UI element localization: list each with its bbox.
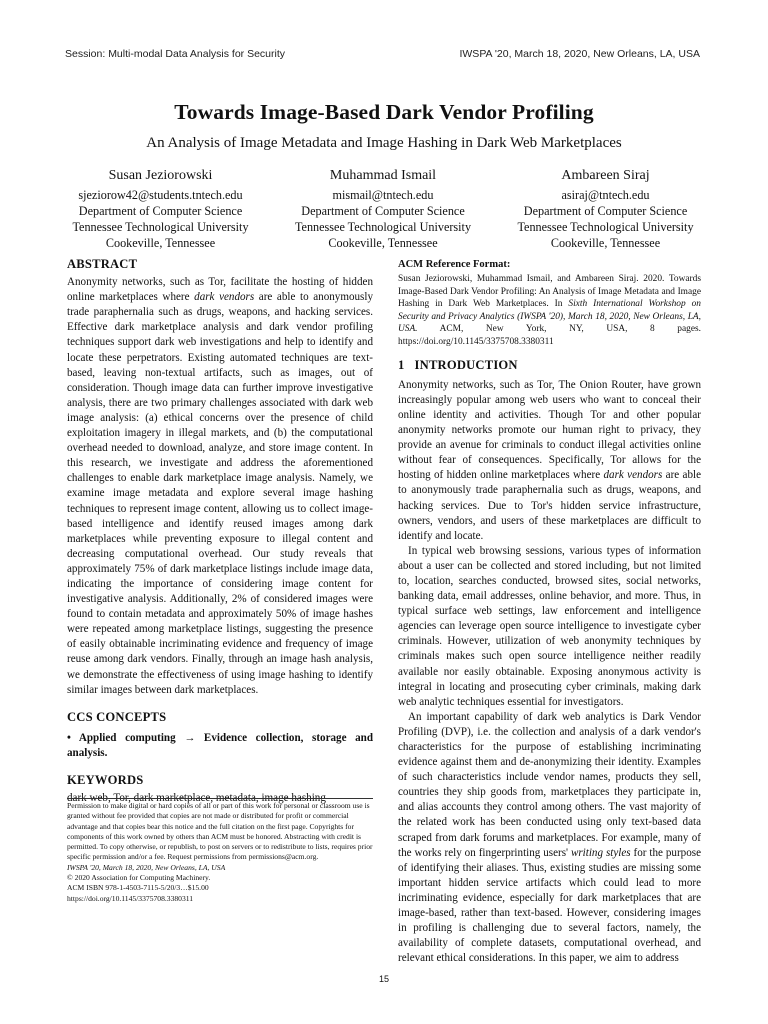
author-name: Susan Jeziorowski — [108, 168, 213, 183]
abstract-text — [67, 275, 373, 698]
author-email: mismail@tntech.edu — [332, 188, 434, 202]
intro-emphasis: writing styles — [570, 846, 631, 859]
author-university: Tennessee Technological University — [72, 220, 249, 234]
right-column — [398, 257, 701, 966]
reference-format-text — [398, 273, 701, 349]
left-column — [67, 257, 373, 806]
author-city: Cookeville, Tennessee — [328, 236, 438, 250]
intro-paragraph-1 — [398, 378, 701, 544]
reference-emphasis: Sixth International Workshop on Security and Privacy Analytics (IWSPA '20), March 18, 2020, New Orleans, LA, USA. — [398, 299, 701, 335]
reference-text-part: ACM, New York, NY, USA, 8 pages. https://doi.org/10.1145/3375708.3380311 — [398, 324, 701, 348]
doi-line: https://doi.org/10.1145/3375708.3380311 — [67, 893, 194, 903]
isbn-line: ACM ISBN 978-1-4503-7115-5/20/3…$15.00 — [67, 883, 209, 893]
author-name: Muhammad Ismail — [329, 168, 437, 183]
ccs-concepts: • Applied computing → Evidence collection, storage and analysis. — [67, 731, 373, 759]
abstract-text-part: are able to anonymously trade paraphernalia such as drugs, weapons, and hacking services. Effective dark marketplace analysis and dark vendor profiling techniques support dark web investigations and help to identify and locate these perpetrators. Existing automated techniques are text-based, leaving non-textual artifacts, such as images, out of consideration. Though image data can further improve investigative analysis, there are two primary challenges associated with dark web image analysis: (a) ethical concerns over the presence of child exploitation imagery in illegal markets, and (b) the computational overhead needed to download, analyze, and store image content. In this research, we investigate and address the aforementioned challenges to enable dark marketplace image analysis. Namely, we examine image metadata and explore several image hashing techniques to represent image content, allowing us to collect image-based intelligence and identify reused images among dark marketplaces while preventing exposure to illegal content and decreasing computational overhead. Our study reveals that approximately 75% of dark marketplace listings include image data, indicating the importance of considering image content for investigative analysis. Additionally, 2% of considered images were found to contain metadata and approximately 50% of image hashes were repeated among marketplace listings, suggesting the presence of easily obtainable incriminating evidence and frequency of image reuse among dark vendors. Finally, through an image hash analysis, we demonstrate the effectiveness of using image hashing to identify similar images between dark marketplaces. — [67, 291, 374, 696]
intro-emphasis: dark vendors — [603, 469, 663, 482]
paper-title: Towards Image-Based Dark Vendor Profiling — [174, 100, 594, 124]
keywords-text: dark web, Tor, dark marketplace, metadata, image hashing — [67, 792, 326, 805]
author-university: Tennessee Technological University — [517, 220, 694, 234]
copyright-line: © 2020 Association for Computing Machinery. — [67, 873, 211, 883]
author-department: Department of Computer Science — [301, 204, 465, 218]
page-number: 15 — [378, 974, 389, 984]
author-block — [58, 168, 708, 251]
venue-line: IWSPA '20, March 18, 2020, New Orleans, LA, USA — [67, 862, 226, 872]
copyright-footnote — [67, 798, 373, 904]
author-department: Department of Computer Science — [523, 204, 688, 218]
author-city: Cookeville, Tennessee — [105, 236, 216, 250]
author-city: Cookeville, Tennessee — [550, 236, 661, 250]
author-department: Department of Computer Science — [78, 204, 243, 218]
reference-text-part: Susan Jeziorowski, Muhammad Ismail, and Ambareen Siraj. 2020. Towards Image-Based Dark Vendor Profiling: An Analysis of Image Metadata and Image Hashing in Dark Web Marketplaces. In — [398, 274, 701, 310]
permission-notice: Permission to make digital or hard copies of all or part of this work for personal or classroom use is granted without fee provided that copies are not made or distributed for profit or commercial advantage and that copies bear this notice and the full citation on the first page. Copyrights for components of this work owned by others than ACM must be honored. Abstracting with credit is permitted. To copy otherwise, or republish, to post on servers or to redistribute to lists, requires prior specific permission and/or a fee. Request permissions from permissions@acm.org. — [67, 801, 373, 862]
running-header-right: IWSPA '20, March 18, 2020, New Orleans, LA, USA — [459, 48, 700, 60]
intro-text-part: An important capability of dark web analytics is Dark Vendor Profiling (DVP), i.e. the collection and analysis of a dark vendor's characteristics for the purpose of establishing incriminating evidence against them and de-anonymizing their identity. Examples of such characteristics include vendor names, products they sell, countries they ship goods from, marketplaces they participate in, and alias accounts they control among others. The vast majority of the related work has been conducted using only text-based data scraped from dark forums and marketplaces. For example, many of the works rely on fingerprinting users' — [398, 710, 701, 859]
author-university: Tennessee Technological University — [294, 220, 472, 234]
abstract-text-part: Anonymity networks, such as Tor, facilitate the hosting of hidden online marketplaces where — [67, 276, 373, 304]
intro-text-part: Anonymity networks, such as Tor, The Onion Router, have grown increasingly popular among web users who want to conceal their online identity and activities. Though Tor and other popular anonymity networks promote our human right to privacy, they provide an avenue for criminals to conduct illegal activities online without fear of consequences. Specifically, Tor allows for the hosting of hidden online marketplaces where — [398, 378, 701, 482]
author-email: sjeziorow42@students.tntech.edu — [78, 188, 243, 202]
author-1 — [58, 168, 263, 251]
paper-subtitle: An Analysis of Image Metadata and Image Hashing in Dark Web Marketplaces — [146, 135, 622, 151]
keywords-heading: KEYWORDS — [67, 773, 144, 787]
intro-paragraph-3 — [398, 710, 701, 967]
author-email: asiraj@tntech.edu — [561, 188, 650, 202]
intro-paragraph-2: In typical web browsing sessions, various types of information about a user can be collected and stored including, but not limited to, location, searches conducted, browsed sites, social networks, banking data, email addresses, online behavior, and more. Thus, in typical surface web settings, law enforcement and intelligence agencies can leverage open source intelligence to investigate cyber criminals. However, utilization of web anonymity techniques by criminals makes such open source intelligence neither readily available nor easily obtainable. Exposing anonymous activity is integral in locating and prosecuting cyber criminals, making dark web analytic techniques essential for investigators. — [398, 544, 701, 708]
abstract-heading: ABSTRACT — [67, 257, 138, 271]
author-name: Ambareen Siraj — [561, 168, 650, 183]
intro-text-part: for the purpose of identifying their aliases. Thus, existing studies are missing some important hidden service artifacts which could lead to more incriminating evidence, especially for dark marketplaces that are image-based, rather than text-based. However, considering images in profiling is challenging due to several factors, namely, the availability of complete datasets, computational overhead, and relevant ethical considerations. In this paper, we aim to address — [398, 846, 701, 965]
abstract-emphasis: dark vendors — [194, 291, 255, 304]
intro-text-part: are able to anonymously trade paraphernalia such as drugs, weapons, and hacking services. Due to Tor's hidden service infrastructure, owners, vendors, and users of these marketplaces are difficult to identify and locate. — [398, 469, 702, 542]
author-3 — [503, 168, 708, 251]
running-header-left: Session: Multi-modal Data Analysis for Security — [65, 48, 286, 60]
introduction-heading: 1 INTRODUCTION — [398, 357, 518, 372]
reference-format-heading: ACM Reference Format: — [398, 259, 511, 270]
ccs-heading: CCS CONCEPTS — [67, 709, 167, 724]
author-2 — [281, 168, 486, 251]
